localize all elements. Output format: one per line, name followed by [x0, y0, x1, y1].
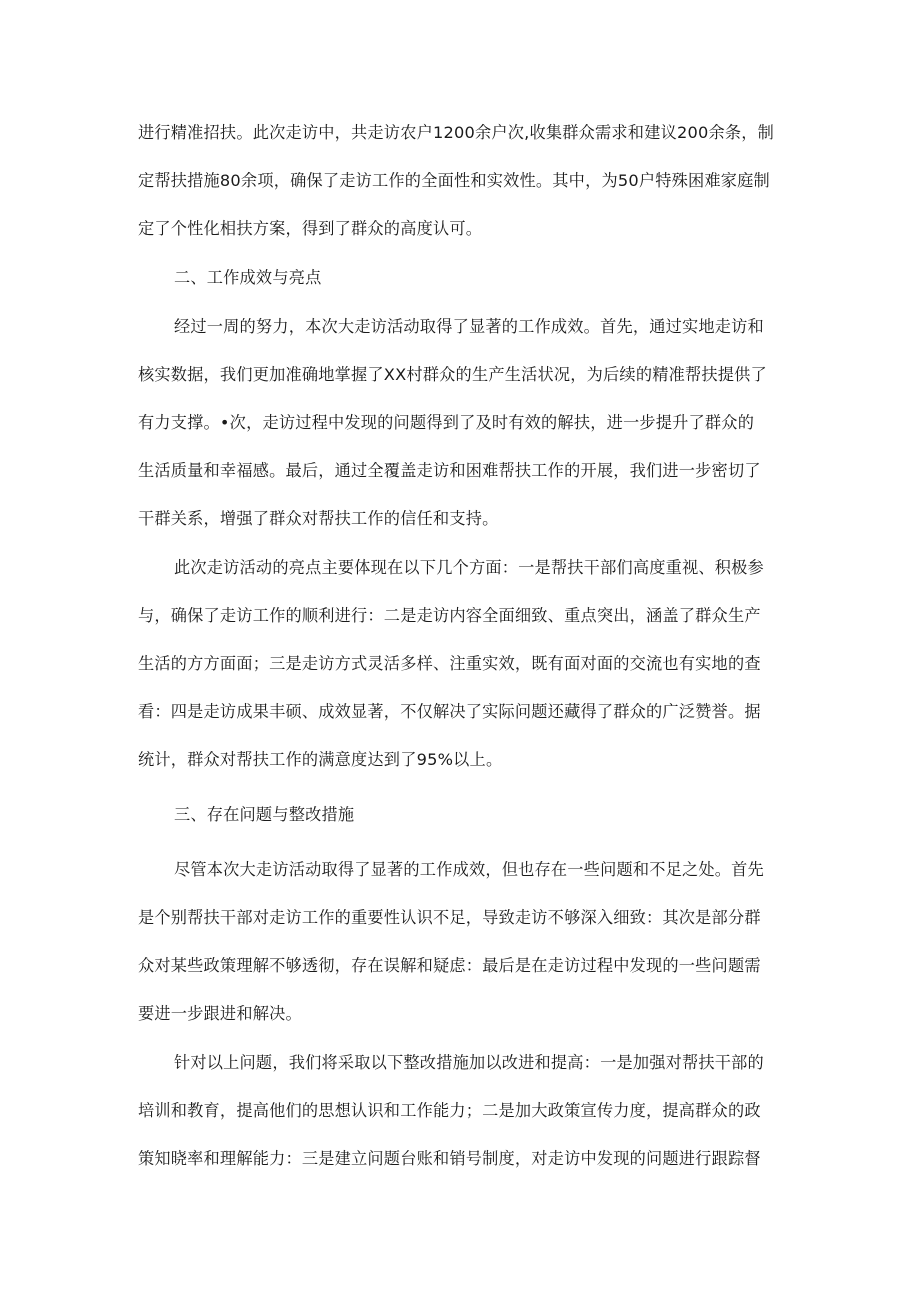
text-line: 策知晓率和理解能力：三是建立问题台账和销号制度，对走访中发现的问题进行跟踪督: [138, 1149, 761, 1168]
text-line: 有力支撑。•次，走访过程中发现的问题得到了及时有效的解扶，进一步提升了群众的: [138, 413, 755, 432]
text-line: 干群关系，增强了群众对帮扶工作的信任和支持。: [138, 509, 499, 528]
paragraph-first-line: 经过一周的努力，本次大走访活动取得了显著的工作成效。首先，通过实地走访和: [174, 317, 764, 336]
text-line: 看：四是走访成果丰硕、成效显著，不仅解决了实际问题还藏得了群众的广泛赞誉。据: [138, 702, 761, 721]
text-line: 定了个性化相扶方案，得到了群众的高度认可。: [138, 219, 483, 238]
section-heading: 三、存在问题与整改措施: [174, 805, 355, 824]
text-line: 要进一步跟进和解决。: [138, 1004, 302, 1023]
text-line: 众对某些政策理解不够透彻，存在误解和疑虑：最后是在走访过程中发现的一些问题需: [138, 956, 761, 975]
paragraph-first-line: 此次走访活动的亮点主要体现在以下几个方面：一是帮扶干部们高度重视、积极参: [174, 558, 764, 577]
text-line: 与，确保了走访工作的顺利进行：二是走访内容全面细致、重点突出，涵盖了群众生产: [138, 606, 761, 625]
text-line: 是个别帮扶干部对走访工作的重要性认识不足，导致走访不够深入细致：其次是部分群: [138, 908, 761, 927]
paragraph-first-line: 尽管本次大走访活动取得了显著的工作成效，但也存在一些问题和不足之处。首先: [174, 860, 764, 879]
paragraph-first-line: 针对以上问题，我们将采取以下整改措施加以改进和提高：一是加强对帮扶干部的: [174, 1053, 764, 1072]
text-line: 进行精准招扶。此次走访中，共走访农户1200余户次,收集群众需求和建议200余条，制: [138, 123, 775, 142]
text-line: 生活质量和幸福感。最后，通过全覆盖走访和困难帮扶工作的开展，我们进一步密切了: [138, 461, 761, 480]
section-heading: 二、工作成效与亮点: [174, 268, 322, 287]
text-line: 定帮扶措施80余项，确保了走访工作的全面性和实效性。其中，为50户特殊困难家庭制: [138, 171, 770, 190]
text-line: 核实数据，我们更加准确地掌握了XX村群众的生产生活状况，为后续的精准帮扶提供了: [138, 365, 767, 384]
text-line: 生活的方方面面；三是走访方式灵活多样、注重实效，既有面对面的交流也有实地的查: [138, 654, 761, 673]
text-line: 统计，群众对帮扶工作的满意度达到了95%以上。: [138, 750, 503, 769]
text-line: 培训和教育，提高他们的思想认识和工作能力；二是加大政策宣传力度，提高群众的政: [138, 1101, 761, 1120]
